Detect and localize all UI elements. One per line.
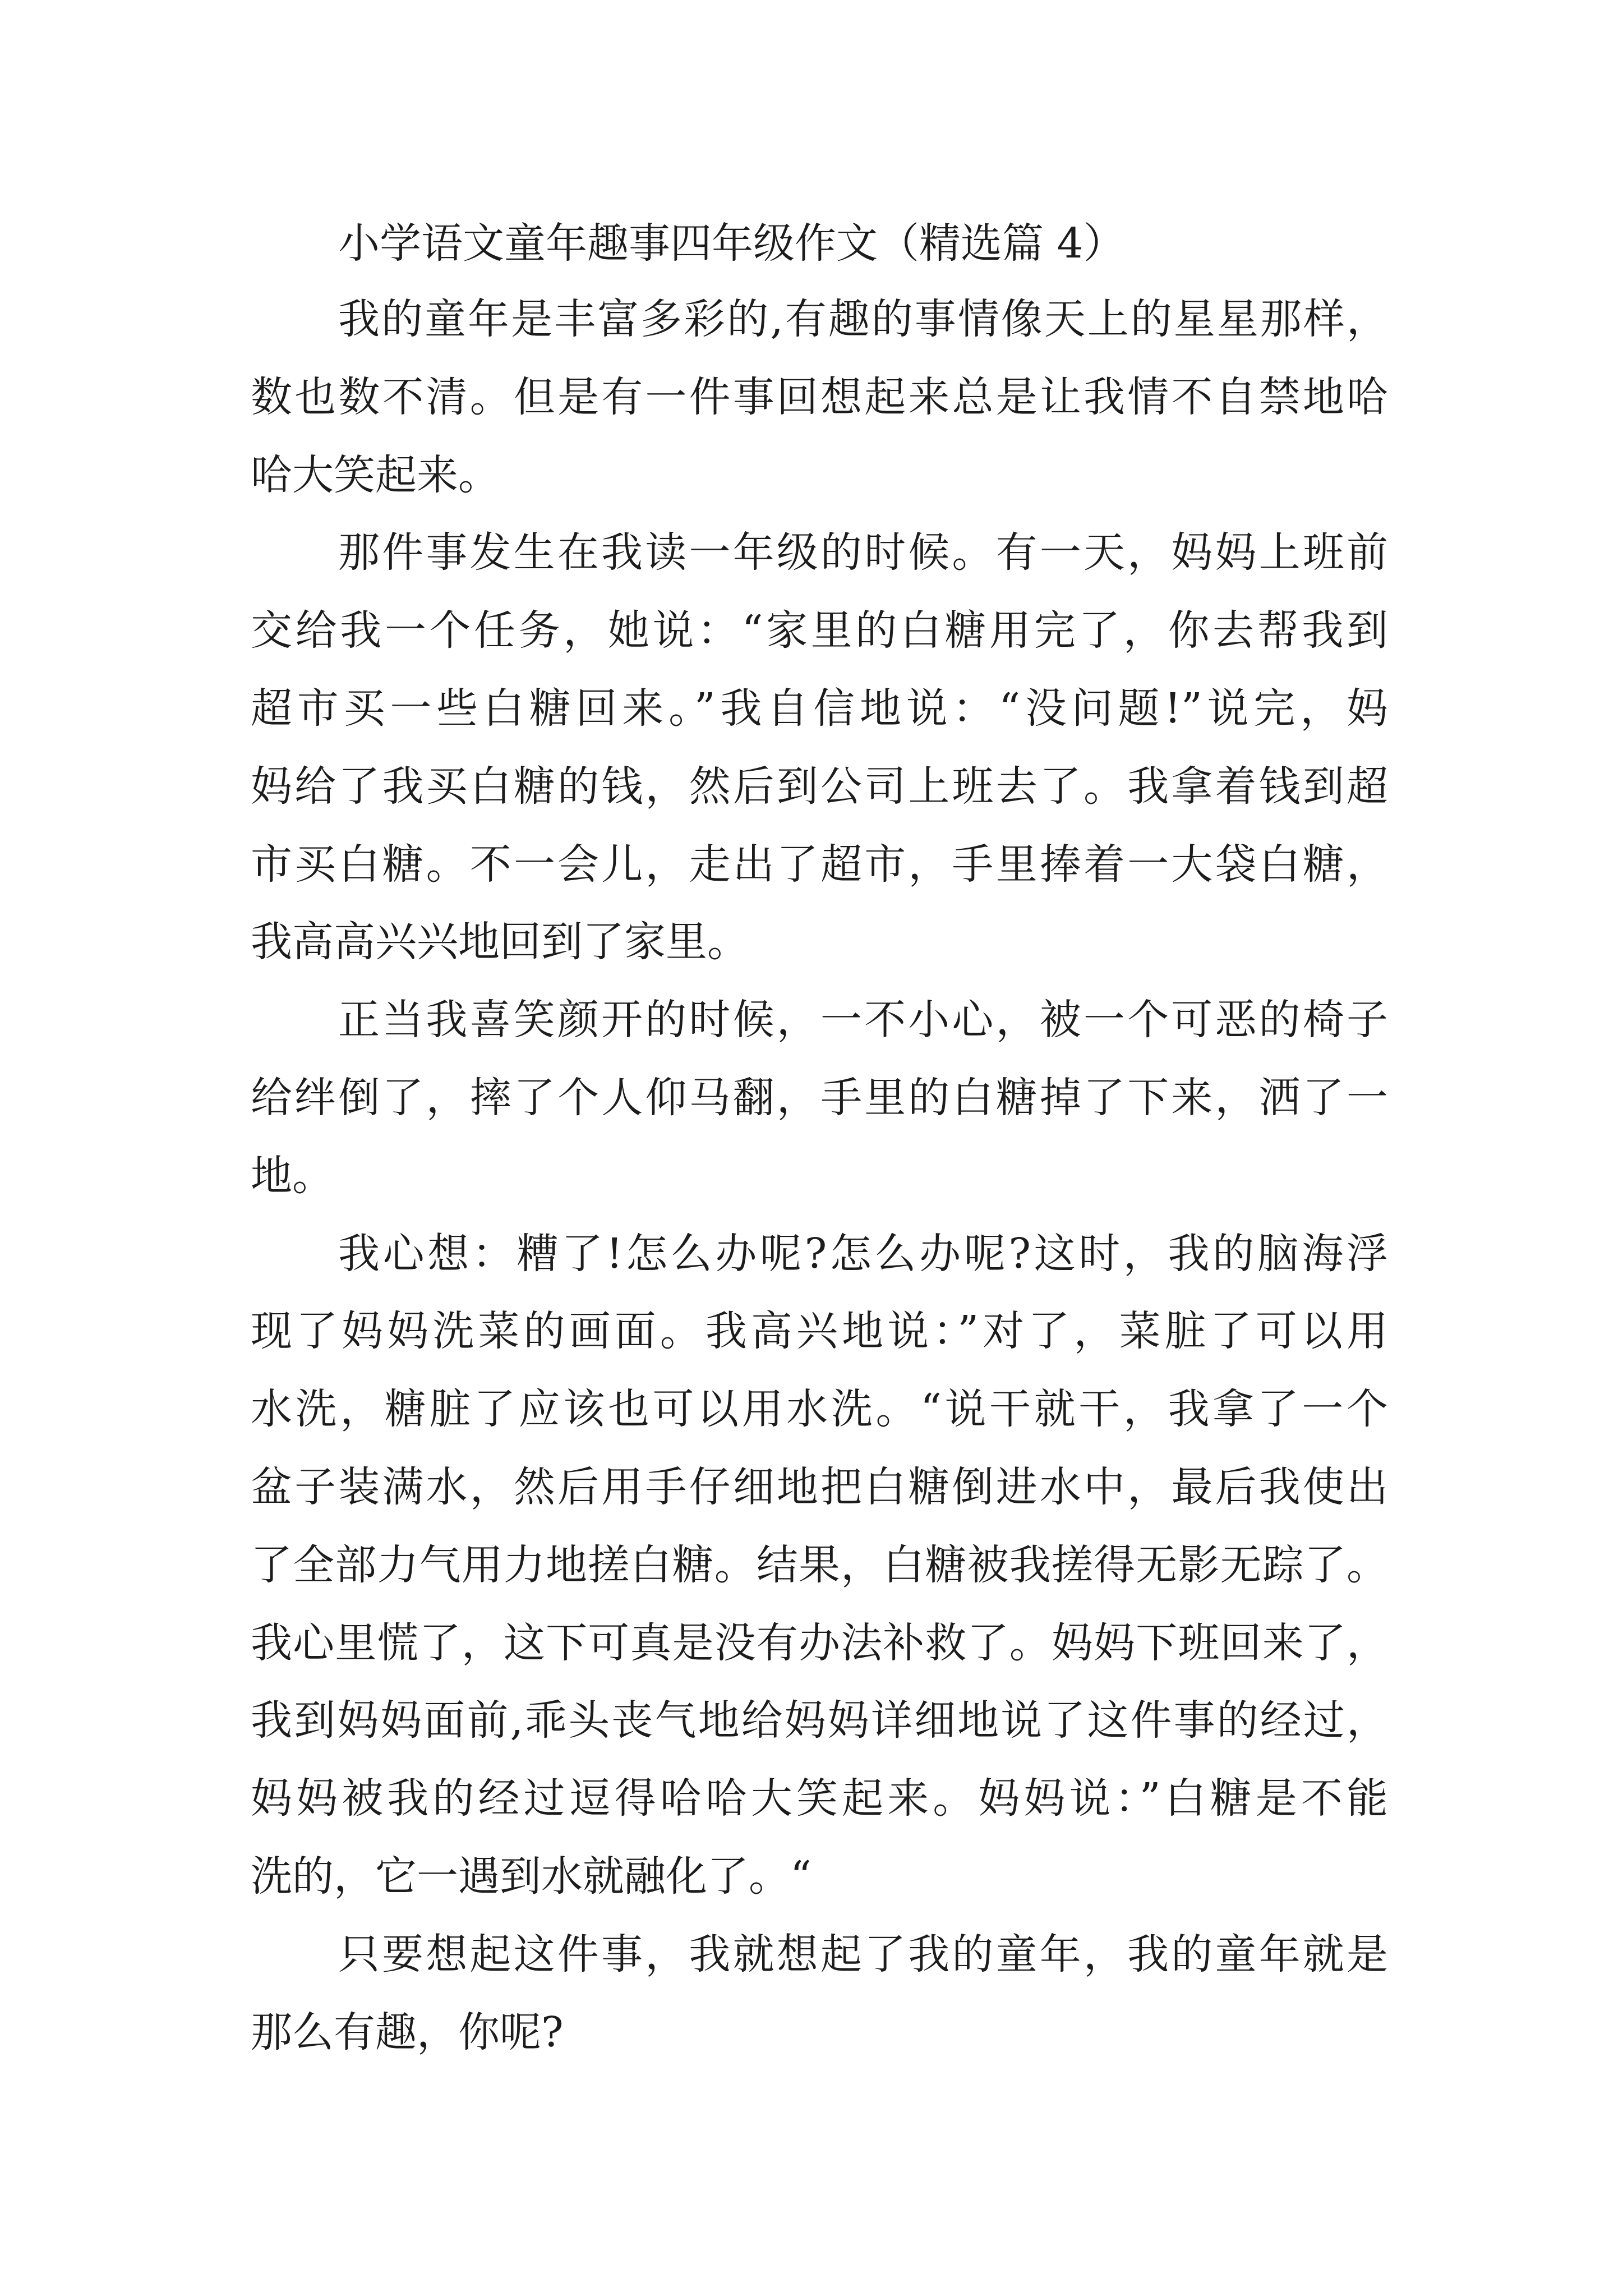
- text-line: 哈大笑起来。: [251, 450, 500, 499]
- document-body: [251, 206, 1388, 2071]
- text-line: 市买白糖。不一会儿，走出了超市，手里捧着一大袋白糖，: [251, 840, 1388, 889]
- paragraph-4: [251, 1215, 1388, 1916]
- text-line: 我的童年是丰富多彩的,有趣的事情像天上的星星那样，: [338, 295, 1388, 343]
- paragraph-3: [251, 981, 1388, 1214]
- text-line: 超市买一些白糖回来。”我自信地说：“没问题!”说完，妈: [251, 684, 1388, 733]
- text-line: 妈妈被我的经过逗得哈哈大笑起来。妈妈说：”白糖是不能: [251, 1774, 1388, 1823]
- text-line: 地。: [251, 1151, 334, 1200]
- text-line: 正当我喜笑颜开的时候，一不小心，被一个可恶的椅子: [338, 996, 1388, 1045]
- text-line: 现了妈妈洗菜的画面。我高兴地说：”对了，菜脏了可以用: [251, 1307, 1388, 1356]
- text-line: 洗的，它一遇到水就融化了。“: [251, 1852, 811, 1901]
- paragraph-2: [251, 514, 1388, 981]
- text-line: 数也数不清。但是有一件事回想起来总是让我情不自禁地哈: [251, 372, 1388, 421]
- text-line: 只要想起这件事，我就想起了我的童年，我的童年就是: [338, 1930, 1388, 1978]
- text-line: 那件事发生在我读一年级的时候。有一天，妈妈上班前: [338, 528, 1388, 577]
- text-line: 我高高兴兴地回到了家里。: [251, 918, 749, 967]
- text-line: 给绊倒了，摔了个人仰马翻，手里的白糖掉了下来，洒了一: [251, 1073, 1388, 1122]
- text-line: 妈给了我买白糖的钱，然后到公司上班去了。我拿着钱到超: [251, 762, 1388, 811]
- text-line: 我心里慌了，这下可真是没有办法补救了。妈妈下班回来了，: [251, 1618, 1388, 1667]
- text-line: 我到妈妈面前,乖头丧气地给妈妈详细地说了这件事的经过，: [251, 1696, 1388, 1745]
- paragraph-1: [251, 280, 1388, 514]
- text-line: 我心想：糟了!怎么办呢?怎么办呢?这时，我的脑海浮: [338, 1229, 1388, 1278]
- text-line: 了全部力气用力地搓白糖。结果，白糖被我搓得无影无踪了。: [251, 1540, 1388, 1589]
- text-line: 水洗，糖脏了应该也可以用水洗。“说干就干，我拿了一个: [251, 1385, 1388, 1434]
- text-line: 那么有趣，你呢?: [251, 2008, 564, 2056]
- document-title: 小学语文童年趣事四年级作文（精选篇 4）: [338, 219, 1125, 268]
- text-line: 交给我一个任务，她说：“家里的白糖用完了，你去帮我到: [251, 606, 1388, 655]
- paragraph-5: [251, 1916, 1388, 2072]
- text-line: 盆子装满水，然后用手仔细地把白糖倒进水中，最后我使出: [251, 1462, 1388, 1511]
